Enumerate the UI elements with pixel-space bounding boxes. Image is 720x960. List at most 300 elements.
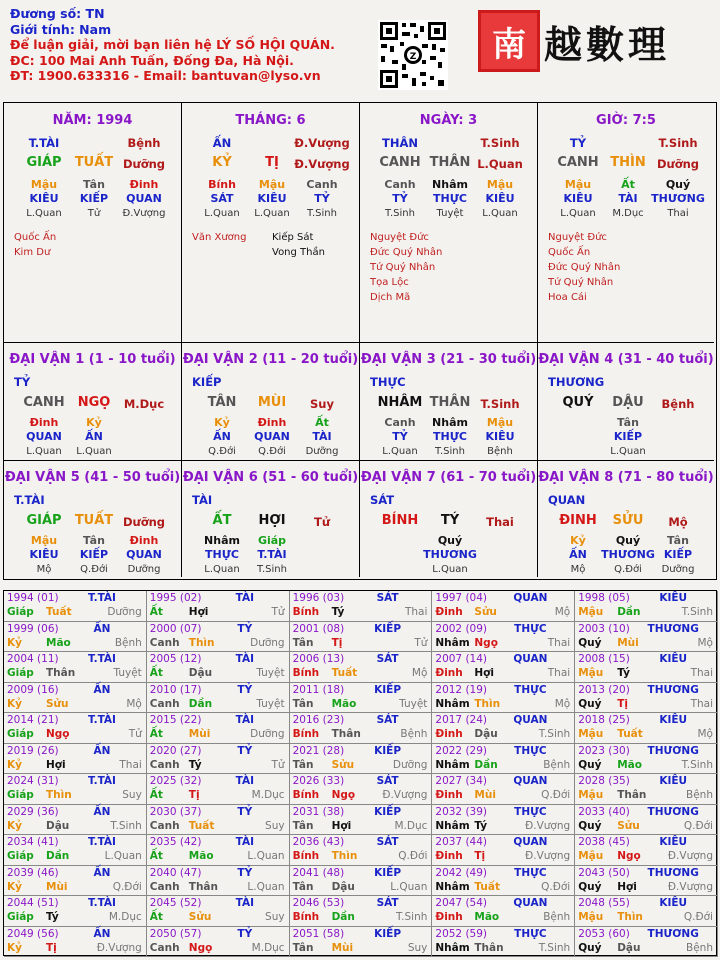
hidden-stage: Q.Đới [258, 446, 286, 457]
dai-van-god: TÀI [192, 493, 213, 507]
hidden-god: ẤN [213, 430, 231, 443]
year-god: TÀI [235, 714, 254, 726]
hidden-stem: Mậu [486, 416, 514, 429]
dai-van-stage: M.Dục [123, 397, 165, 411]
year-stage: L.Quan [247, 880, 285, 893]
year-branch: Dần [617, 606, 641, 618]
year-branch: Tuất [331, 667, 358, 679]
dai-van-god: QUAN [548, 493, 586, 507]
hidden-stage: L.Quan [610, 446, 646, 457]
hidden-stage: T.Sinh [435, 446, 465, 457]
year-god: THỰC [514, 744, 547, 757]
year-stage: Tuyệt [399, 697, 428, 710]
year-label: 2012 (19) [435, 683, 488, 696]
dai-van-branch: NGỌ [77, 395, 111, 410]
hidden-stage: Mộ [36, 564, 52, 575]
year-label: 2028 (35) [578, 775, 630, 787]
year-label: 2035 (42) [149, 836, 202, 848]
pillar-title: NGÀY: 3 [419, 113, 478, 128]
brand-logo [478, 10, 714, 76]
year-god: KIÊU [659, 836, 688, 848]
year-god: T.TÀI [88, 775, 116, 787]
year-stem: Canh [149, 880, 180, 893]
hidden-stage: Q.Đới [614, 564, 642, 575]
year-stage: Thai [547, 667, 571, 679]
pillar-god: TỶ [569, 136, 587, 150]
year-label: 2044 (51) [7, 897, 59, 909]
year-stem: Quý [578, 819, 602, 832]
dai-van-cell [360, 343, 538, 461]
year-cell [4, 835, 147, 866]
year-branch: Thân [331, 728, 361, 740]
hidden-god: TỶ [392, 192, 408, 205]
year-label: 2036 (43) [292, 836, 345, 848]
pillar-god: ẤN [212, 136, 232, 150]
year-cell [4, 866, 147, 897]
year-label: 2032 (39) [435, 805, 488, 818]
year-cell [575, 866, 718, 897]
year-god: QUAN [513, 653, 548, 665]
year-stage: Tử [128, 728, 142, 740]
dai-van-branch: DẬU [612, 395, 644, 410]
year-branch: Mùi [46, 880, 68, 893]
hidden-god: KIẾP [79, 192, 109, 205]
year-branch: Tị [188, 789, 200, 801]
dai-van-branch: MÙI [257, 395, 287, 410]
pillar-branch-stage: L.Quan [477, 157, 523, 171]
star-item: Hoa Cái [548, 292, 587, 303]
contact-line: Để luận giải, mời bạn liên hệ LÝ SỐ HỘI QUÁN. [10, 37, 335, 52]
year-label: 2029 (36) [7, 805, 59, 818]
year-stage: Tử [414, 636, 428, 649]
year-stem: Ất [149, 606, 163, 618]
year-god: T.TÀI [88, 653, 116, 665]
dai-van-stage: Dưỡng [122, 515, 166, 529]
year-stem: Đinh [435, 850, 463, 862]
year-stage: Bệnh [543, 911, 571, 923]
hidden-god: THƯƠNG [601, 548, 655, 561]
annual-fortune-table [3, 590, 717, 956]
year-cell [290, 896, 433, 927]
year-stem: Bính [292, 850, 320, 862]
year-cell [147, 622, 290, 653]
dai-van-stem: QUÝ [562, 395, 594, 410]
hidden-god: KIẾP [79, 548, 109, 561]
year-stage: Tử [271, 606, 285, 618]
year-label: 2040 (47) [149, 866, 202, 879]
year-cell [147, 896, 290, 927]
year-branch: Dần [474, 758, 498, 771]
year-cell [575, 774, 718, 805]
year-label: 2033 (40) [578, 805, 630, 818]
year-stem: Bính [292, 789, 320, 801]
dai-van-god: THỰC [370, 375, 406, 389]
year-stem: Giáp [7, 789, 34, 801]
year-stem: Kỷ [7, 758, 22, 771]
year-branch: Mão [617, 758, 642, 771]
pillar-cell [4, 103, 182, 343]
hidden-stage: Bệnh [487, 446, 513, 457]
dai-van-god: T.TÀI [14, 493, 45, 507]
year-stage: Đ.Vượng [96, 941, 142, 954]
hidden-stem: Ất [621, 178, 635, 191]
pillar-stem: CANH [557, 155, 599, 170]
star-list [370, 230, 442, 305]
year-god: SÁT [376, 653, 399, 665]
year-branch: Dậu [188, 667, 213, 679]
year-god: SÁT [376, 836, 399, 848]
year-cell [432, 866, 575, 897]
year-cell [575, 683, 718, 714]
year-branch: Dậu [617, 941, 641, 954]
year-stage: Đ.Vượng [525, 819, 571, 832]
year-stage: T.Sinh [538, 728, 571, 740]
dai-van-stage: Suy [310, 397, 334, 411]
year-branch: Ngọ [46, 728, 70, 740]
year-god: THƯƠNG [647, 866, 699, 879]
year-cell [147, 927, 290, 958]
star-item: Kim Dư [14, 247, 51, 258]
year-branch: Mão [188, 850, 214, 862]
hidden-stem: Đinh [29, 416, 59, 429]
year-god: TỶ [237, 927, 253, 940]
year-god: KIÊU [659, 897, 688, 909]
year-label: 1997 (04) [435, 592, 488, 604]
dai-van-stem: CANH [23, 395, 65, 410]
dai-van-title: ĐẠI VẬN 1 (1 - 10 tuổi) [9, 352, 176, 367]
year-stage: Q.Đới [541, 880, 571, 893]
year-branch: Tị [474, 850, 486, 862]
year-stage: T.Sinh [395, 911, 428, 923]
year-label: 1998 (05) [578, 592, 630, 604]
year-label: 2008 (15) [578, 653, 630, 665]
year-branch: Mão [474, 911, 500, 923]
hidden-stem: Canh [384, 416, 416, 429]
year-god: ẤN [93, 805, 111, 818]
year-branch: Mùi [188, 728, 211, 740]
year-stage: Suy [407, 941, 428, 954]
year-stage: Thai [690, 667, 713, 679]
year-god: SÁT [376, 775, 399, 787]
header-info [10, 6, 370, 84]
year-stage: Dưỡng [250, 728, 285, 740]
pillar-stem: CANH [379, 155, 421, 170]
year-god: TỶ [237, 683, 253, 696]
year-stage: Mộ [554, 606, 571, 618]
year-label: 2015 (22) [149, 714, 202, 726]
hidden-stem: Đinh [129, 534, 159, 547]
year-branch: Tý [474, 819, 488, 832]
hidden-stage: Tử [87, 208, 101, 219]
hidden-stage: Mộ [570, 564, 586, 575]
pillar-branch-stage: Đ.Vượng [294, 157, 350, 171]
year-branch: Tị [46, 941, 57, 954]
year-label: 2006 (13) [292, 653, 345, 665]
star-item: Nguyệt Đức [370, 232, 429, 243]
qr-code-icon[interactable] [378, 20, 448, 90]
star-item: Văn Xương [192, 232, 247, 243]
hidden-stage: Dưỡng [305, 446, 339, 457]
year-label: 2053 (60) [578, 927, 630, 940]
dai-van-stage: Bệnh [661, 397, 695, 411]
year-god: TỶ [237, 805, 253, 818]
year-cell [290, 652, 433, 683]
pillar-stage: T.Sinh [658, 136, 698, 150]
star-item: Đức Quý Nhân [548, 262, 621, 273]
year-god: SÁT [376, 592, 399, 604]
year-cell [290, 622, 433, 653]
hidden-stem: Mậu [258, 178, 286, 191]
year-stage: M.Dục [251, 789, 285, 801]
year-stage: Mộ [554, 697, 571, 710]
year-branch: Mùi [474, 789, 496, 801]
hidden-stem: Ất [315, 416, 329, 429]
year-cell [432, 835, 575, 866]
year-stem: Giáp [7, 728, 34, 740]
hidden-god: QUAN [254, 430, 290, 443]
hidden-stem: Mậu [564, 178, 592, 191]
year-stage: Bệnh [686, 941, 713, 954]
year-stage: Mộ [411, 667, 428, 679]
hidden-god: THỰC [205, 548, 239, 561]
hidden-stage: L.Quan [204, 564, 240, 575]
star-item: Đức Quý Nhân [370, 247, 443, 258]
year-stem: Tân [292, 697, 314, 710]
year-god: KIẾP [374, 683, 402, 696]
year-label: 2048 (55) [578, 897, 630, 909]
hidden-stage: Q.Đới [208, 446, 236, 457]
year-stem: Kỷ [7, 636, 22, 649]
year-stem: Bính [292, 728, 320, 740]
year-branch: Thìn [617, 911, 643, 923]
year-label: 2025 (32) [149, 775, 202, 787]
year-stem: Nhâm [435, 758, 470, 771]
hidden-stem: Mậu [486, 178, 514, 191]
year-god: THƯƠNG [647, 927, 699, 940]
dai-van-title: ĐẠI VẬN 6 (51 - 60 tuổi) [182, 470, 359, 485]
year-cell [290, 866, 433, 897]
year-label: 2013 (20) [578, 683, 630, 696]
year-branch: Ngọ [617, 850, 641, 862]
year-stage: Dưỡng [392, 758, 428, 771]
year-cell [147, 774, 290, 805]
dai-van-stage: T.Sinh [480, 397, 520, 411]
year-god: THỰC [514, 683, 547, 696]
year-stem: Mậu [578, 850, 604, 862]
year-stem: Nhâm [435, 819, 470, 832]
year-stem: Bính [292, 606, 320, 618]
hidden-god: THƯƠNG [423, 548, 477, 561]
year-god: TỶ [237, 866, 253, 879]
year-branch: Dần [188, 697, 213, 710]
hidden-stem: Tân [83, 534, 105, 547]
pillar-stem: GIÁP [26, 155, 62, 170]
year-branch: Dần [331, 911, 355, 923]
year-cell [575, 652, 718, 683]
year-cell [4, 713, 147, 744]
year-cell [4, 683, 147, 714]
year-stem: Mậu [578, 606, 604, 618]
year-stage: Đ.Vượng [667, 880, 713, 893]
year-stem: Ất [149, 850, 163, 862]
year-stage: Bệnh [400, 728, 428, 740]
year-branch: Hợi [188, 606, 209, 618]
dai-van-title: ĐẠI VẬN 8 (71 - 80 tuổi) [538, 470, 714, 485]
year-cell [432, 805, 575, 836]
hidden-god: KIẾP [613, 430, 643, 443]
year-god: QUAN [513, 714, 548, 726]
year-stem: Canh [149, 636, 180, 649]
year-label: 2022 (29) [435, 744, 488, 757]
year-branch: Tuất [474, 880, 500, 893]
year-god: TÀI [235, 775, 254, 787]
year-label: 2003 (10) [578, 622, 630, 635]
star-list [192, 230, 246, 245]
year-label: 2014 (21) [7, 714, 59, 726]
hidden-stem: Tân [667, 534, 689, 547]
year-stage: L.Quan [104, 850, 142, 862]
year-god: ẤN [93, 866, 111, 879]
hidden-stem: Canh [306, 178, 338, 191]
year-branch: Tý [46, 911, 59, 923]
year-label: 2005 (12) [149, 653, 202, 665]
year-cell [4, 744, 147, 775]
year-stage: Q.Đới [398, 850, 428, 862]
dai-van-branch: THÂN [429, 395, 471, 410]
year-branch: Hợi [474, 667, 494, 679]
year-god: THƯƠNG [647, 805, 699, 818]
year-stage: Bệnh [686, 789, 713, 801]
hidden-stem: Quý [437, 534, 463, 547]
pillar-cell [182, 103, 360, 343]
hidden-stage: L.Quan [432, 564, 468, 575]
year-god: T.TÀI [88, 714, 116, 726]
year-branch: Mão [331, 697, 357, 710]
hidden-stem: Canh [384, 178, 416, 191]
year-stem: Kỷ [7, 941, 22, 954]
year-branch: Tý [331, 606, 345, 618]
year-god: TỶ [237, 744, 253, 757]
year-cell [4, 774, 147, 805]
year-branch: Hợi [617, 880, 637, 893]
hidden-stage: Q.Đới [80, 564, 108, 575]
subject-name: Đương số: TN [10, 6, 105, 21]
year-god: KIẾP [374, 622, 402, 635]
year-stem: Ất [149, 667, 163, 679]
year-cell [575, 744, 718, 775]
year-branch: Thìn [46, 789, 72, 801]
year-cell [4, 896, 147, 927]
year-stage: Đ.Vượng [525, 850, 571, 862]
year-stem: Quý [578, 636, 602, 649]
hidden-stem: Đinh [129, 178, 159, 191]
year-label: 2018 (25) [578, 714, 630, 726]
year-label: 2038 (45) [578, 836, 630, 848]
year-cell [147, 805, 290, 836]
year-god: THỰC [514, 805, 547, 818]
hidden-god: KIẾP [663, 548, 693, 561]
year-stem: Kỷ [7, 880, 22, 893]
year-label: 2027 (34) [435, 775, 488, 787]
year-stem: Mậu [578, 789, 604, 801]
star-item: Kiếp Sát [272, 232, 314, 243]
year-branch: Dậu [474, 728, 498, 740]
year-label: 2037 (44) [435, 836, 488, 848]
pillar-stage: Đ.Vượng [294, 136, 350, 150]
year-stage: Bệnh [543, 758, 571, 771]
year-stage: Mộ [697, 636, 713, 649]
hidden-stem: Nhâm [204, 534, 240, 547]
year-label: 2002 (09) [435, 622, 488, 635]
year-god: THỰC [514, 622, 547, 635]
year-stem: Nhâm [435, 636, 470, 649]
year-cell [432, 713, 575, 744]
year-stage: Q.Đới [541, 789, 571, 801]
pillar-title: NĂM: 1994 [52, 113, 133, 128]
year-god: TÀI [235, 897, 254, 909]
hidden-god: THỰC [433, 192, 467, 205]
year-cell [147, 652, 290, 683]
year-cell [147, 835, 290, 866]
year-stage: M.Dục [251, 941, 285, 954]
hidden-stem: Nhâm [432, 178, 468, 191]
year-branch: Tý [617, 667, 630, 679]
year-stage: Suy [265, 911, 285, 923]
hidden-stage: T.Sinh [307, 208, 337, 219]
hidden-stem: Kỷ [570, 534, 586, 547]
pillar-title: THÁNG: 6 [235, 113, 306, 128]
hidden-god: QUAN [26, 430, 62, 443]
hidden-stage: L.Quan [26, 446, 62, 457]
year-branch: Sửu [474, 606, 497, 618]
year-god: ẤN [93, 622, 111, 635]
year-stem: Tân [292, 636, 314, 649]
year-branch: Sửu [46, 697, 69, 710]
year-god: TÀI [235, 836, 254, 848]
hidden-stem: Mậu [30, 178, 58, 191]
year-stem: Đinh [435, 606, 463, 618]
year-label: 2000 (07) [149, 622, 202, 635]
year-branch: Sửu [617, 819, 640, 832]
year-branch: Hợi [331, 819, 352, 832]
star-item: Quốc Ấn [548, 247, 591, 258]
year-cell [432, 744, 575, 775]
year-stem: Canh [149, 697, 180, 710]
hidden-god: TÀI [618, 192, 638, 205]
year-stem: Quý [578, 941, 602, 954]
dai-van-stage: Tử [313, 515, 331, 529]
hidden-god: THƯƠNG [651, 192, 705, 205]
year-stage: Q.Đới [683, 819, 713, 832]
dai-van-cell [538, 461, 714, 577]
year-god: QUAN [513, 775, 548, 787]
year-god: TỶ [237, 622, 253, 635]
year-cell [575, 805, 718, 836]
star-list-secondary [272, 230, 325, 260]
year-cell [432, 896, 575, 927]
year-label: 1996 (03) [292, 592, 345, 604]
year-branch: Thân [46, 667, 76, 679]
year-stage: Mộ [126, 697, 142, 710]
brand-title: 越數理 [544, 22, 671, 67]
hidden-stage: Đ.Vượng [122, 208, 166, 219]
year-god: KIÊU [659, 653, 688, 665]
year-cell [147, 866, 290, 897]
year-label: 2046 (53) [292, 897, 345, 909]
star-item: Quốc Ấn [14, 232, 57, 243]
year-cell [147, 713, 290, 744]
hidden-stage: L.Quan [560, 208, 596, 219]
